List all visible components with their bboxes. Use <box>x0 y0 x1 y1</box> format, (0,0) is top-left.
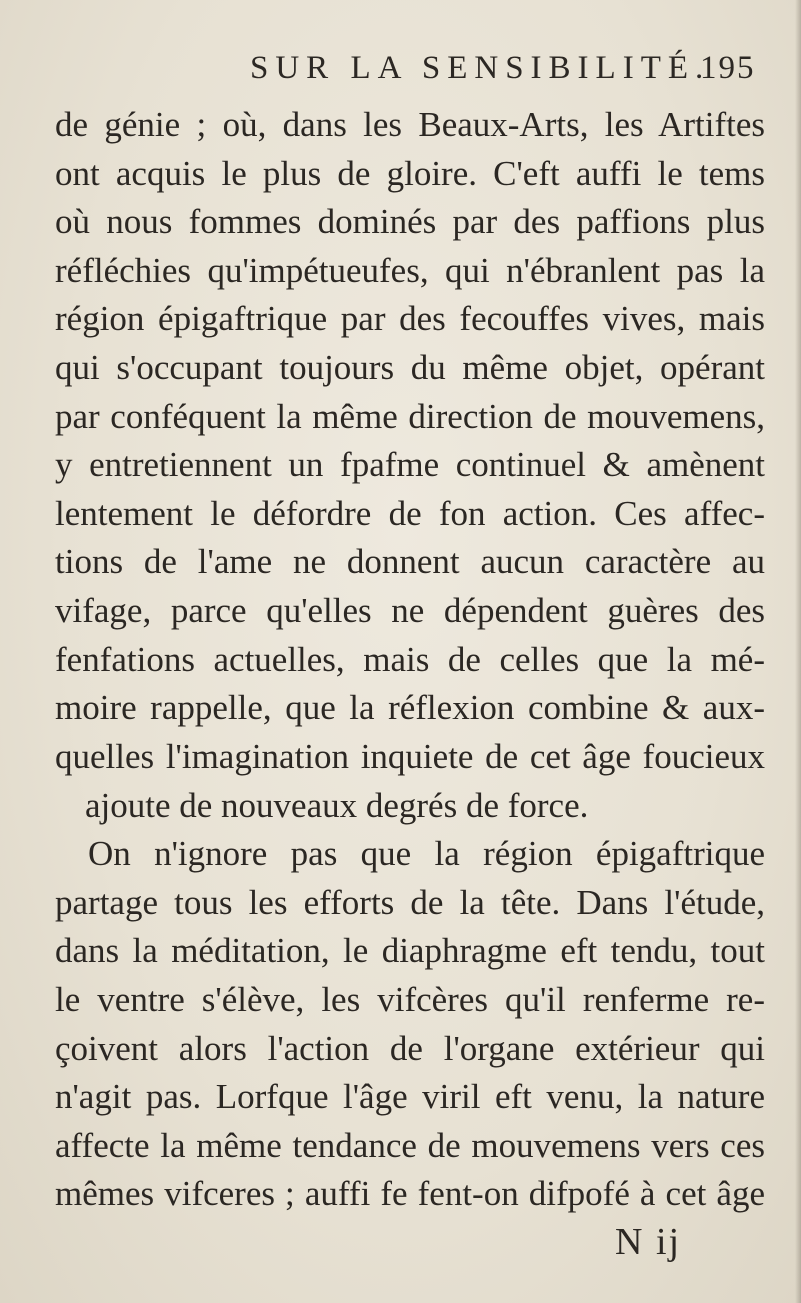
text-line: qui s'occupant toujours du même objet, opérant <box>55 348 765 387</box>
text-line: moire rappelle, que la réflexion combine & aux- <box>55 688 765 727</box>
signature-mark: N ij <box>615 1221 682 1263</box>
text-line: ont acquis le plus de gloire. C'eft auffi le tems <box>55 154 765 193</box>
text-line: lentement le défordre de fon action. Ces affec- <box>55 494 765 533</box>
text-line: dans la méditation, le diaphragme eft tendu, tout <box>55 931 765 970</box>
text-line: quelles l'imagination inquiete de cet âge foucieux <box>55 737 765 776</box>
text-line: région épigaftrique par des fecouffes vives, mais <box>55 299 765 338</box>
page-edge-shadow <box>795 0 801 1303</box>
text-line: On n'ignore pas que la région épigaftrique <box>88 834 765 873</box>
text-line: de génie ; où, dans les Beaux-Arts, les Artiftes <box>55 105 765 144</box>
text-line: fenfations actuelles, mais de celles que la mé- <box>55 640 765 679</box>
running-head <box>0 50 801 100</box>
text-line: vifage, parce qu'elles ne dépendent guères des <box>55 591 765 630</box>
text-line: où nous fommes dominés par des paffions plus <box>55 202 765 241</box>
text-line: mêmes vifceres ; auffi fe fent-on difpofé à cet âge <box>55 1174 765 1213</box>
text-line: partage tous les efforts de la tête. Dans l'étude, <box>55 883 765 922</box>
page-number: 195 <box>700 50 756 86</box>
text-line: réfléchies qu'impétueufes, qui n'ébranlent pas la <box>55 251 765 290</box>
text-line: par conféquent la même direction de mouvemens, <box>55 397 765 436</box>
text-line: n'agit pas. Lorfque l'âge viril eft venu, la nature <box>55 1077 765 1116</box>
text-line: y entretiennent un fpafme continuel & amènent <box>55 445 765 484</box>
text-line: le ventre s'élève, les vifcères qu'il renferme re- <box>55 980 765 1019</box>
text-line: ajoute de nouveaux degrés de force. <box>85 786 589 825</box>
text-line: tions de l'ame ne donnent aucun caractère au <box>55 542 765 581</box>
text-line: çoivent alors l'action de l'organe extérieur qui <box>55 1029 765 1068</box>
running-head-title: SUR LA SENSIBILITÉ. <box>250 50 711 86</box>
text-line: affecte la même tendance de mouvemens vers ces <box>55 1126 765 1165</box>
